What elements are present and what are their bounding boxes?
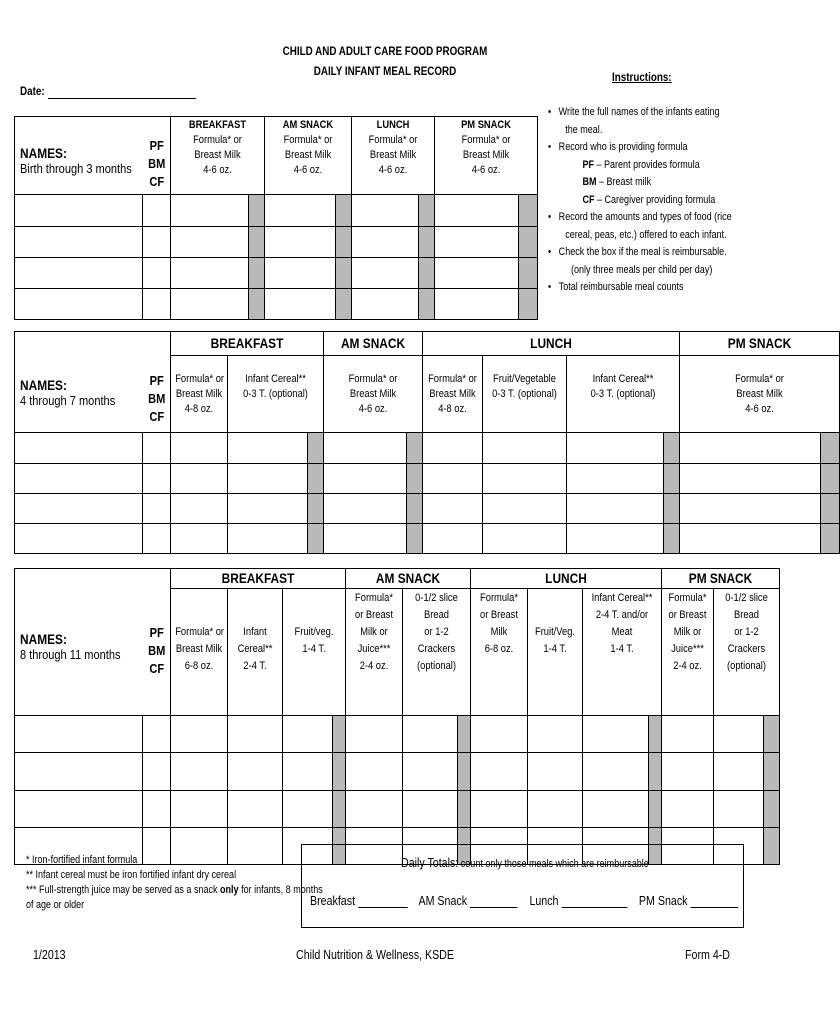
reimburse-checkbox[interactable] — [333, 716, 346, 753]
food-header: 0-1/2 slice Bread or 1-2 Crackers (optional) — [403, 589, 471, 716]
reimburse-checkbox[interactable] — [664, 524, 680, 554]
reimburse-checkbox[interactable] — [336, 195, 352, 227]
amount-cell[interactable] — [265, 195, 336, 227]
table-row — [15, 227, 538, 258]
food-header: Formula* or Breast Milk 4-6 oz. — [680, 356, 840, 433]
reimburse-checkbox[interactable] — [649, 791, 662, 828]
amount-cell[interactable] — [483, 524, 567, 554]
amount-cell[interactable] — [228, 433, 308, 464]
amount-cell[interactable] — [403, 791, 458, 828]
amount-cell[interactable] — [471, 791, 528, 828]
amount-cell[interactable] — [680, 433, 821, 464]
footnotes: * Iron-fortified infant formula ** Infant cereal must be iron fortified infant dry cereal *** Full-strength juice may be served as a snack only for infants, 8 months of age or older — [26, 854, 323, 911]
reimburse-checkbox[interactable] — [419, 227, 435, 258]
lunch-total-field[interactable] — [561, 907, 627, 908]
amount-cell[interactable] — [171, 195, 249, 227]
amount-cell[interactable] — [228, 753, 283, 791]
reimburse-checkbox[interactable] — [249, 289, 265, 320]
amount-cell[interactable] — [324, 524, 407, 554]
amount-cell[interactable] — [680, 494, 821, 524]
amount-cell[interactable] — [483, 464, 567, 494]
amount-cell[interactable] — [265, 258, 336, 289]
reimburse-checkbox[interactable] — [649, 753, 662, 791]
food-header: Formula* or Breast Milk or Juice*** 2-4 oz. — [346, 589, 403, 716]
amount-cell[interactable] — [714, 791, 764, 828]
reimburse-checkbox[interactable] — [649, 716, 662, 753]
amount-cell[interactable] — [403, 753, 458, 791]
reimburse-checkbox[interactable] — [664, 433, 680, 464]
amount-cell[interactable] — [680, 464, 821, 494]
section3-pf-codes: PF BM CF — [143, 569, 171, 716]
amount-cell[interactable] — [435, 258, 519, 289]
food-header: Fruit/Veg. 1-4 T. — [528, 589, 583, 716]
amount-cell[interactable] — [171, 433, 228, 464]
name-cell[interactable] — [15, 791, 143, 828]
reimburse-checkbox[interactable] — [249, 195, 265, 227]
section3-names-header: NAMES: 8 through 11 months — [15, 569, 143, 716]
amount-cell[interactable] — [346, 753, 403, 791]
amount-cell[interactable] — [714, 716, 764, 753]
amount-cell[interactable] — [714, 753, 764, 791]
section3-lunch-header: LUNCH — [471, 569, 662, 589]
date-field[interactable] — [48, 98, 196, 99]
code-cell[interactable] — [143, 716, 171, 753]
amount-cell[interactable] — [423, 464, 483, 494]
amount-cell[interactable] — [352, 258, 419, 289]
breakfast-total-field[interactable] — [358, 907, 407, 908]
instruction-item: • Write the full names of the infants eating — [548, 106, 720, 118]
amount-cell[interactable] — [283, 716, 333, 753]
section3-table — [14, 568, 780, 865]
section1-lunch-header: LUNCH Formula* or Breast Milk 4-6 oz. — [352, 117, 435, 195]
table-row — [15, 716, 780, 753]
amsnack-total-field[interactable] — [470, 907, 518, 908]
code-cell[interactable] — [143, 524, 171, 554]
reimburse-checkbox[interactable] — [821, 464, 840, 494]
code-pf: PF – Parent provides formula — [582, 158, 700, 171]
code-cell[interactable] — [143, 289, 171, 320]
reimburse-checkbox[interactable] — [336, 258, 352, 289]
reimburse-checkbox[interactable] — [419, 258, 435, 289]
reimburse-checkbox[interactable] — [519, 195, 538, 227]
food-header: Fruit/veg. 1-4 T. — [283, 589, 346, 716]
form-title-line2: DAILY INFANT MEAL RECORD — [313, 64, 457, 78]
section2-names-header: NAMES: 4 through 7 months — [15, 332, 143, 433]
amount-cell[interactable] — [228, 494, 308, 524]
code-cell[interactable] — [143, 494, 171, 524]
name-cell[interactable] — [15, 753, 143, 791]
reimburse-checkbox[interactable] — [308, 494, 324, 524]
amount-cell[interactable] — [228, 791, 283, 828]
section2-lunch-header: LUNCH — [423, 332, 680, 356]
amount-cell[interactable] — [283, 791, 333, 828]
section1-table — [14, 116, 538, 320]
amount-cell[interactable] — [352, 195, 419, 227]
amount-cell[interactable] — [352, 289, 419, 320]
name-cell[interactable] — [15, 195, 143, 227]
amount-cell[interactable] — [324, 433, 407, 464]
food-header: 0-1/2 slice Bread or 1-2 Crackers (optional) — [714, 589, 780, 716]
reimburse-checkbox[interactable] — [519, 227, 538, 258]
code-cell[interactable] — [143, 195, 171, 227]
amsnack-total-label: AM Snack — [418, 893, 468, 908]
food-header: Formula* or Breast Milk or Juice*** 2-4 oz. — [662, 589, 714, 716]
amount-cell[interactable] — [171, 258, 249, 289]
name-cell[interactable] — [15, 494, 143, 524]
food-header: Infant Cereal** 0-3 T. (optional) — [567, 356, 680, 433]
reimburse-checkbox[interactable] — [458, 791, 471, 828]
daily-totals-label: Daily Totals: — [401, 855, 459, 870]
amount-cell[interactable] — [662, 716, 714, 753]
section1-names-header: NAMES: Birth through 3 months — [15, 117, 143, 195]
amount-cell[interactable] — [171, 494, 228, 524]
instruction-item: • Total reimbursable meal counts — [548, 281, 684, 293]
reimburse-checkbox[interactable] — [308, 433, 324, 464]
table-row — [15, 195, 538, 227]
reimburse-checkbox[interactable] — [764, 791, 780, 828]
reimburse-checkbox[interactable] — [664, 464, 680, 494]
footer-form-number: Form 4-D — [685, 947, 731, 962]
amount-cell[interactable] — [403, 716, 458, 753]
reimburse-checkbox[interactable] — [458, 753, 471, 791]
code-cell[interactable] — [143, 258, 171, 289]
amount-cell[interactable] — [471, 753, 528, 791]
amount-cell[interactable] — [346, 791, 403, 828]
name-cell[interactable] — [15, 227, 143, 258]
reimburse-checkbox[interactable] — [821, 433, 840, 464]
table-row — [15, 791, 780, 828]
name-cell[interactable] — [15, 433, 143, 464]
name-cell[interactable] — [15, 464, 143, 494]
amount-cell[interactable] — [171, 227, 249, 258]
section2-pf-codes: PF BM CF — [143, 332, 171, 433]
code-cell[interactable] — [143, 753, 171, 791]
daily-totals-box — [301, 844, 744, 928]
reimburse-checkbox[interactable] — [519, 258, 538, 289]
amount-cell[interactable] — [528, 716, 583, 753]
amount-cell[interactable] — [324, 464, 407, 494]
reimburse-checkbox[interactable] — [519, 289, 538, 320]
section3-pmsnack-header: PM SNACK — [662, 569, 780, 589]
section2-amsnack-header: AM SNACK — [324, 332, 423, 356]
amount-cell[interactable] — [528, 791, 583, 828]
amount-cell[interactable] — [171, 289, 249, 320]
instruction-item: • Record the amounts and types of food (rice — [548, 211, 732, 223]
food-header: Formula* or Breast Milk 6-8 oz. — [471, 589, 528, 716]
reimburse-checkbox[interactable] — [308, 524, 324, 554]
amount-cell[interactable] — [567, 494, 664, 524]
section1-breakfast-header: BREAKFAST Formula* or Breast Milk 4-6 oz. — [171, 117, 265, 195]
reimburse-checkbox[interactable] — [249, 258, 265, 289]
food-header: Infant Cereal** 0-3 T. (optional) — [228, 356, 324, 433]
amount-cell[interactable] — [423, 524, 483, 554]
footer-date: 1/2013 — [33, 947, 66, 962]
reimburse-checkbox[interactable] — [458, 716, 471, 753]
reimburse-checkbox[interactable] — [249, 227, 265, 258]
amount-cell[interactable] — [435, 227, 519, 258]
reimburse-checkbox[interactable] — [764, 828, 780, 865]
code-cell[interactable] — [143, 433, 171, 464]
food-header: Infant Cereal** 2-4 T. — [228, 589, 283, 716]
code-cell[interactable] — [143, 227, 171, 258]
reimburse-checkbox[interactable] — [821, 524, 840, 554]
instruction-item: • Record who is providing formula — [548, 141, 688, 153]
pmsnack-total-label: PM Snack — [638, 893, 688, 908]
pmsnack-total-field[interactable] — [690, 907, 738, 908]
amount-cell[interactable] — [352, 227, 419, 258]
amount-cell[interactable] — [346, 716, 403, 753]
reimburse-checkbox[interactable] — [821, 494, 840, 524]
instructions-title: Instructions: — [612, 70, 672, 84]
amount-cell[interactable] — [171, 464, 228, 494]
name-cell[interactable] — [15, 716, 143, 753]
section3-breakfast-header: BREAKFAST — [171, 569, 346, 589]
amount-cell[interactable] — [423, 494, 483, 524]
amount-cell[interactable] — [567, 433, 664, 464]
table-row — [15, 433, 840, 464]
reimburse-checkbox[interactable] — [664, 494, 680, 524]
reimburse-checkbox[interactable] — [407, 524, 423, 554]
code-cell[interactable] — [143, 464, 171, 494]
daily-totals-note: count only those meals which are reimbursable — [458, 858, 649, 870]
amount-cell[interactable] — [483, 494, 567, 524]
section2-table — [14, 331, 840, 554]
name-cell[interactable] — [15, 289, 143, 320]
reimburse-checkbox[interactable] — [308, 464, 324, 494]
section3-amsnack-header: AM SNACK — [346, 569, 471, 589]
amount-cell[interactable] — [171, 524, 228, 554]
reimburse-checkbox[interactable] — [407, 494, 423, 524]
food-header: Formula* or Breast Milk 4-8 oz. — [171, 356, 228, 433]
table-row — [15, 753, 780, 791]
amount-cell[interactable] — [228, 716, 283, 753]
reimburse-checkbox[interactable] — [336, 289, 352, 320]
reimburse-checkbox[interactable] — [336, 227, 352, 258]
table-row — [15, 258, 538, 289]
amount-cell[interactable] — [171, 791, 228, 828]
code-cell[interactable] — [143, 791, 171, 828]
amount-cell[interactable] — [680, 524, 821, 554]
reimburse-checkbox[interactable] — [764, 716, 780, 753]
amount-cell[interactable] — [483, 433, 567, 464]
food-header: Infant Cereal** 2-4 T. and/or Meat 1-4 T. — [583, 589, 662, 716]
food-header: Formula* or Breast Milk 6-8 oz. — [171, 589, 228, 716]
amount-cell[interactable] — [265, 227, 336, 258]
lunch-total-label: Lunch — [529, 893, 559, 908]
code-cf: CF – Caregiver providing formula — [582, 193, 716, 206]
amount-cell[interactable] — [171, 753, 228, 791]
amount-cell[interactable] — [471, 716, 528, 753]
reimburse-checkbox[interactable] — [407, 433, 423, 464]
amount-cell[interactable] — [435, 195, 519, 227]
table-row — [15, 289, 538, 320]
amount-cell[interactable] — [228, 464, 308, 494]
reimburse-checkbox[interactable] — [419, 195, 435, 227]
amount-cell[interactable] — [265, 289, 336, 320]
footer-agency: Child Nutrition & Wellness, KSDE — [296, 947, 454, 962]
breakfast-total-label: Breakfast — [310, 893, 356, 908]
amount-cell[interactable] — [423, 433, 483, 464]
code-bm: BM – Breast milk — [582, 176, 652, 188]
table-row — [15, 464, 840, 494]
amount-cell[interactable] — [283, 753, 333, 791]
amount-cell[interactable] — [171, 716, 228, 753]
table-row — [15, 524, 840, 554]
section1-pmsnack-header: PM SNACK Formula* or Breast Milk 4-6 oz. — [435, 117, 538, 195]
reimburse-checkbox[interactable] — [407, 464, 423, 494]
date-label: Date: — [20, 84, 45, 98]
section1-pf-codes: PF BM CF — [143, 117, 171, 195]
food-header: Fruit/Vegetable 0-3 T. (optional) — [483, 356, 567, 433]
amount-cell[interactable] — [583, 791, 649, 828]
amount-cell[interactable] — [324, 494, 407, 524]
food-header: Formula* or Breast Milk 4-6 oz. — [324, 356, 423, 433]
form-title-line1: CHILD AND ADULT CARE FOOD PROGRAM — [282, 44, 488, 58]
section2-breakfast-header: BREAKFAST — [171, 332, 324, 356]
reimburse-checkbox[interactable] — [764, 753, 780, 791]
amount-cell[interactable] — [567, 464, 664, 494]
amount-cell[interactable] — [583, 716, 649, 753]
amount-cell[interactable] — [662, 791, 714, 828]
section1-amsnack-header: AM SNACK Formula* or Breast Milk 4-6 oz. — [265, 117, 352, 195]
amount-cell[interactable] — [583, 753, 649, 791]
amount-cell[interactable] — [567, 524, 664, 554]
name-cell[interactable] — [15, 258, 143, 289]
instructions-list: • Write the full names of the infants eating the meal. • Record who is providing formula PF – Parent provides formula BM – Breast milk CF – Caregiver providing formula • Record the amounts and types of food (rice cereal, peas, etc.) offered to each infant. • Check the box if the meal is reimbursable. (only three meals per child per day) • Total reimbursable meal counts — [548, 104, 732, 297]
food-header: Formula* or Breast Milk 4-8 oz. — [423, 356, 483, 433]
table-row — [15, 494, 840, 524]
reimburse-checkbox[interactable] — [333, 753, 346, 791]
section2-pmsnack-header: PM SNACK — [680, 332, 840, 356]
reimburse-checkbox[interactable] — [419, 289, 435, 320]
reimburse-checkbox[interactable] — [333, 791, 346, 828]
name-cell[interactable] — [15, 524, 143, 554]
amount-cell[interactable] — [662, 753, 714, 791]
amount-cell[interactable] — [528, 753, 583, 791]
amount-cell[interactable] — [228, 524, 308, 554]
instruction-item: • Check the box if the meal is reimbursable. — [548, 246, 727, 258]
amount-cell[interactable] — [435, 289, 519, 320]
